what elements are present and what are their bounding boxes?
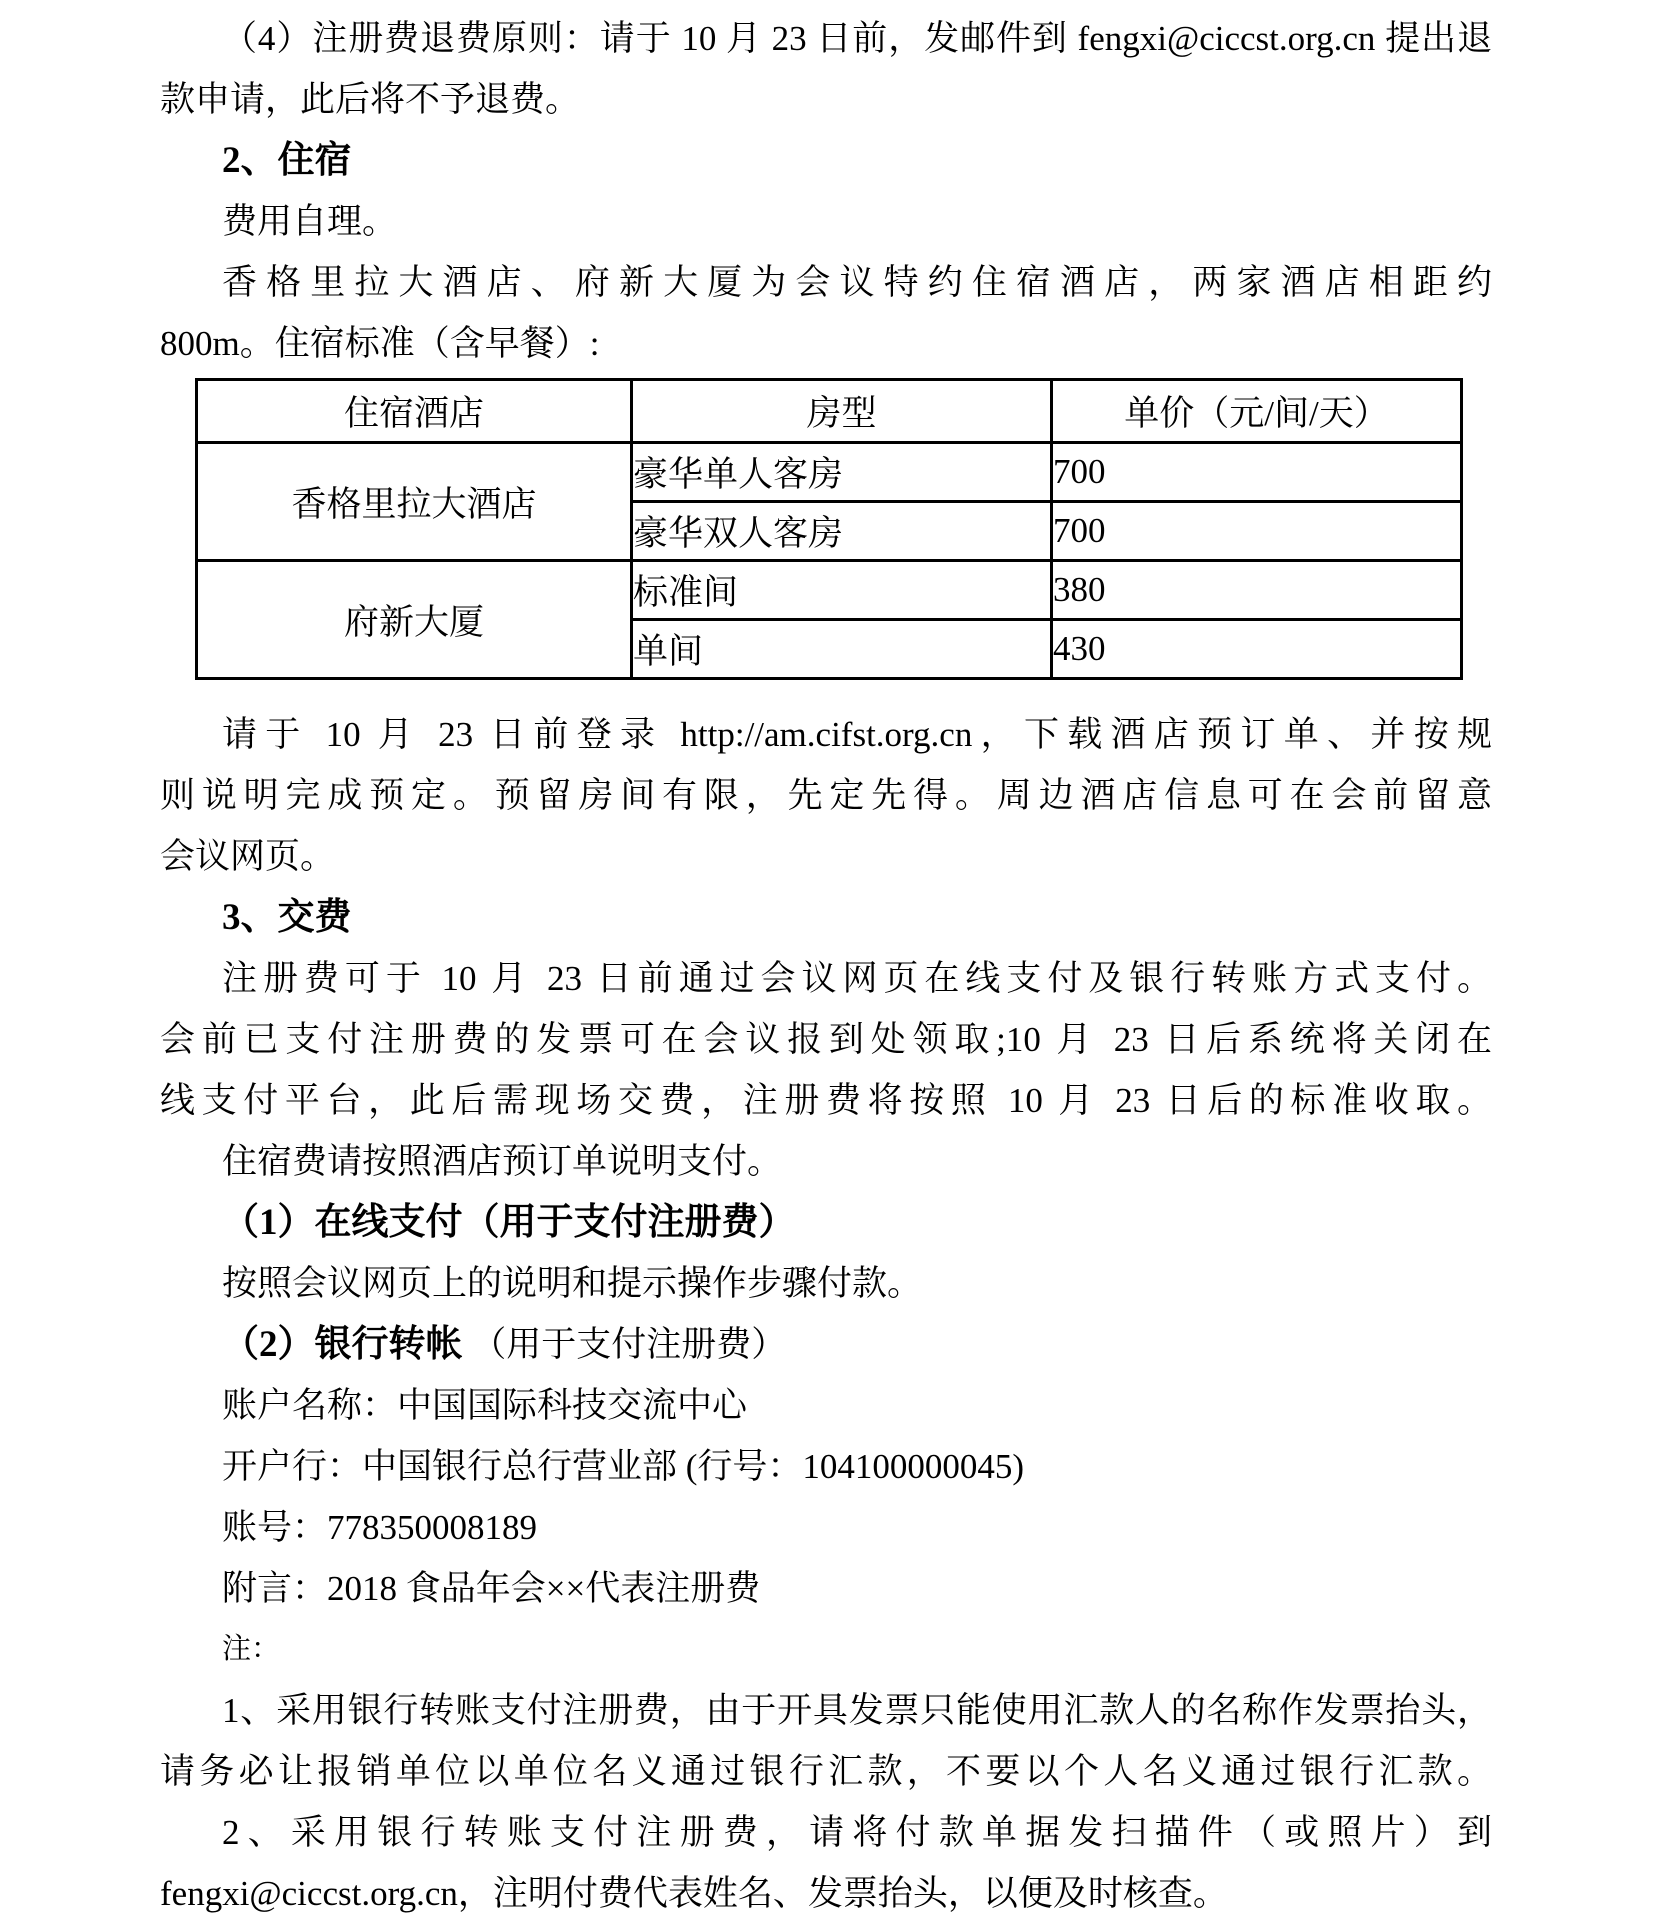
hotel-name-cell: 府新大厦 — [197, 561, 632, 679]
refund-policy-line-1: （4）注册费退费原则：请于 10 月 23 日前，发邮件到 fengxi@ciccst.org.cn 提出退 — [222, 19, 1492, 58]
price-cell: 700 — [1052, 443, 1462, 502]
online-payment-heading: （1）在线支付（用于支付注册费） — [222, 1202, 796, 1243]
price-cell: 430 — [1052, 620, 1462, 679]
payment-intro-line-3: 线支付平台，此后需现场交费，注册费将按照 10 月 23 日后的标准收取。 — [160, 1081, 1492, 1120]
bank-transfer-heading-bold: （2）银行转帐 — [222, 1324, 463, 1365]
price-cell: 380 — [1052, 561, 1462, 620]
price-cell: 700 — [1052, 502, 1462, 561]
table-row — [197, 561, 1462, 620]
note1-line-2: 请务必让报销单位以单位名义通过银行汇款，不要以个人名义通过银行汇款。 — [160, 1752, 1492, 1791]
payment-intro-line-1: 注册费可于 10 月 23 日前通过会议网页在线支付及银行转账方式支付。 — [222, 959, 1492, 998]
table-header-price: 单价（元/间/天） — [1052, 380, 1462, 443]
account-name-line: 账户名称：中国国际科技交流中心 — [222, 1386, 748, 1425]
online-payment-body: 按照会议网页上的说明和提示操作步骤付款。 — [222, 1264, 923, 1303]
room-type-cell: 豪华双人客房 — [632, 502, 1052, 561]
room-type-cell: 单间 — [632, 620, 1052, 679]
bank-branch-line: 开户行：中国银行总行营业部 (行号：104100000045) — [222, 1447, 1025, 1486]
booking-line-3: 会议网页。 — [160, 837, 336, 876]
hotels-intro-line-2: 800m。住宿标准（含早餐）: — [160, 324, 600, 363]
notes-label: 注： — [222, 1633, 281, 1665]
booking-line-2: 则说明完成预定。预留房间有限，先定先得。周边酒店信息可在会前留意 — [160, 776, 1492, 815]
table-header-row — [197, 380, 1462, 443]
note1-line-1: 1、采用银行转账支付注册费，由于开具发票只能使用汇款人的名称作发票抬头， — [222, 1691, 1492, 1730]
booking-line-1: 请于 10 月 23 日前登录 http://am.cifst.org.cn，下载酒店预订单、并按规 — [222, 715, 1492, 754]
note2-line-2: fengxi@ciccst.org.cn，注明付费代表姓名、发票抬头，以便及时核查。 — [160, 1874, 1228, 1913]
table-row — [197, 443, 1462, 502]
room-type-cell: 豪华单人客房 — [632, 443, 1052, 502]
bank-transfer-heading — [160, 1314, 1492, 1375]
self-pay-line: 费用自理。 — [222, 202, 398, 241]
accommodation-fee-line: 住宿费请按照酒店预订单说明支付。 — [222, 1142, 783, 1181]
refund-policy-line-2: 款申请，此后将不予退费。 — [160, 80, 581, 119]
hotels-intro-line-1: 香格里拉大酒店、府新大厦为会议特约住宿酒店，两家酒店相距约 — [222, 263, 1492, 302]
room-type-cell: 标准间 — [632, 561, 1052, 620]
account-number-line: 账号：778350008189 — [222, 1508, 538, 1547]
bank-transfer-heading-note: （用于支付注册费） — [462, 1325, 787, 1364]
accommodation-table — [195, 378, 1463, 680]
table-header-hotel: 住宿酒店 — [197, 380, 632, 443]
payment-heading: 3、交费 — [222, 897, 352, 938]
table-header-room-type: 房型 — [632, 380, 1052, 443]
hotel-name-cell: 香格里拉大酒店 — [197, 443, 632, 561]
accommodation-heading: 2、住宿 — [222, 140, 352, 181]
memo-line: 附言：2018 食品年会××代表注册费 — [222, 1569, 761, 1608]
note2-line-1: 2、采用银行转账支付注册费，请将付款单据发扫描件（或照片）到 — [222, 1813, 1492, 1852]
payment-intro-line-2: 会前已支付注册费的发票可在会议报到处领取;10 月 23 日后系统将关闭在 — [160, 1020, 1492, 1059]
